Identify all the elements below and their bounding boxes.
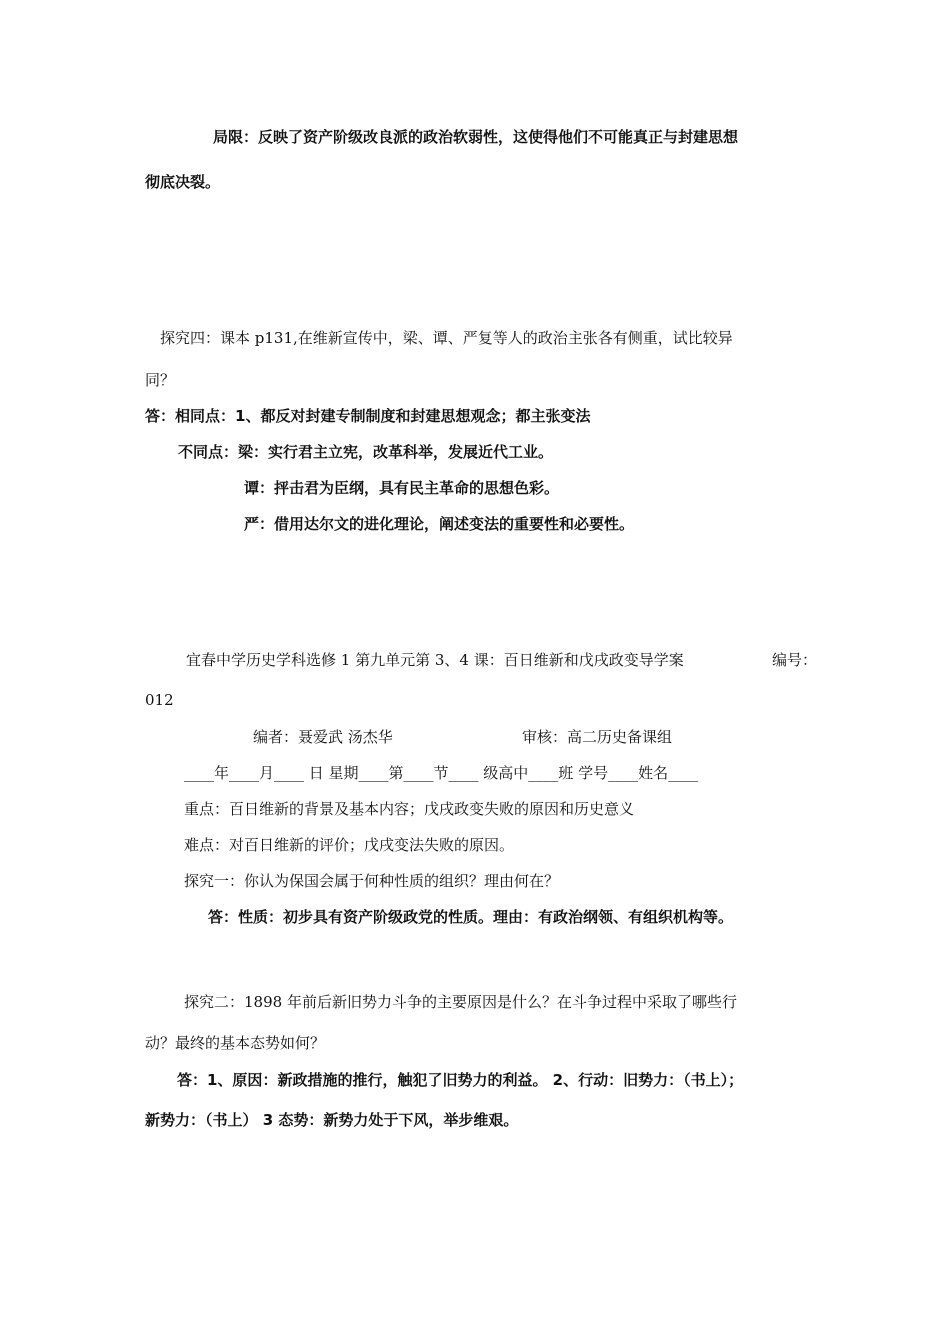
inquiry2-answer-line-1: 答：1、原因：新政措施的推行，触犯了旧势力的利益。 2、行动：旧势力：（书上）； xyxy=(177,1071,744,1089)
inquiry4-question-line-1: 探究四：课本 p131,在维新宣传中，梁、谭、严复等人的政治主张各有侧重，试比较异 xyxy=(160,329,733,347)
inquiry1-question: 探究一：你认为保国会属于何种性质的组织？理由何在？ xyxy=(184,872,560,890)
inquiry1-answer: 答：性质：初步具有资产阶级政党的性质。理由：有政治纲领、有组织机构等。 xyxy=(208,908,734,926)
student-info-form: ____年____月____ 日 星期____第____节____ 级高中____班 学号____姓名____ xyxy=(184,764,699,782)
doc-number-value: 012 xyxy=(145,691,174,709)
inquiry2-answer-line-2: 新势力：（书上） 3 态势：新势力处于下风，举步维艰。 xyxy=(145,1111,519,1129)
doc-authors: 编者：聂爱武 汤杰华 xyxy=(253,728,393,746)
doc-number-label: 编号： xyxy=(772,651,818,669)
inquiry2-question-line-2: 动？最终的基本态势如何？ xyxy=(145,1034,326,1052)
limitation-line-2: 彻底决裂。 xyxy=(145,173,221,191)
difficulties: 难点：对百日维新的评价；戊戌变法失败的原因。 xyxy=(184,836,515,854)
inquiry4-answer-liang: 不同点：梁：实行君主立宪，改革科举，发展近代工业。 xyxy=(178,443,554,461)
inquiry4-answer-same: 答：相同点：1、都反对封建专制制度和封建思想观念；都主张变法 xyxy=(145,407,591,425)
inquiry4-question-line-2: 同？ xyxy=(145,371,176,389)
limitation-line-1: 局限：反映了资产阶级改良派的政治软弱性，这使得他们不可能真正与封建思想 xyxy=(213,128,739,146)
key-points: 重点：百日维新的背景及基本内容；戊戌政变失败的原因和历史意义 xyxy=(184,800,635,818)
inquiry4-answer-yan: 严：借用达尔文的进化理论，阐述变法的重要性和必要性。 xyxy=(244,515,635,533)
doc-title-line: 宜春中学历史学科选修 1 第九单元第 3、4 课：百日维新和戊戌政变导学案 xyxy=(186,651,684,669)
inquiry4-answer-tan: 谭：抨击君为臣纲，具有民主革命的思想色彩。 xyxy=(244,479,560,497)
doc-reviewer: 审核：高二历史备课组 xyxy=(522,728,673,746)
inquiry2-question-line-1: 探究二：1898 年前后新旧势力斗争的主要原因是什么？在斗争过程中采取了哪些行 xyxy=(184,993,737,1011)
